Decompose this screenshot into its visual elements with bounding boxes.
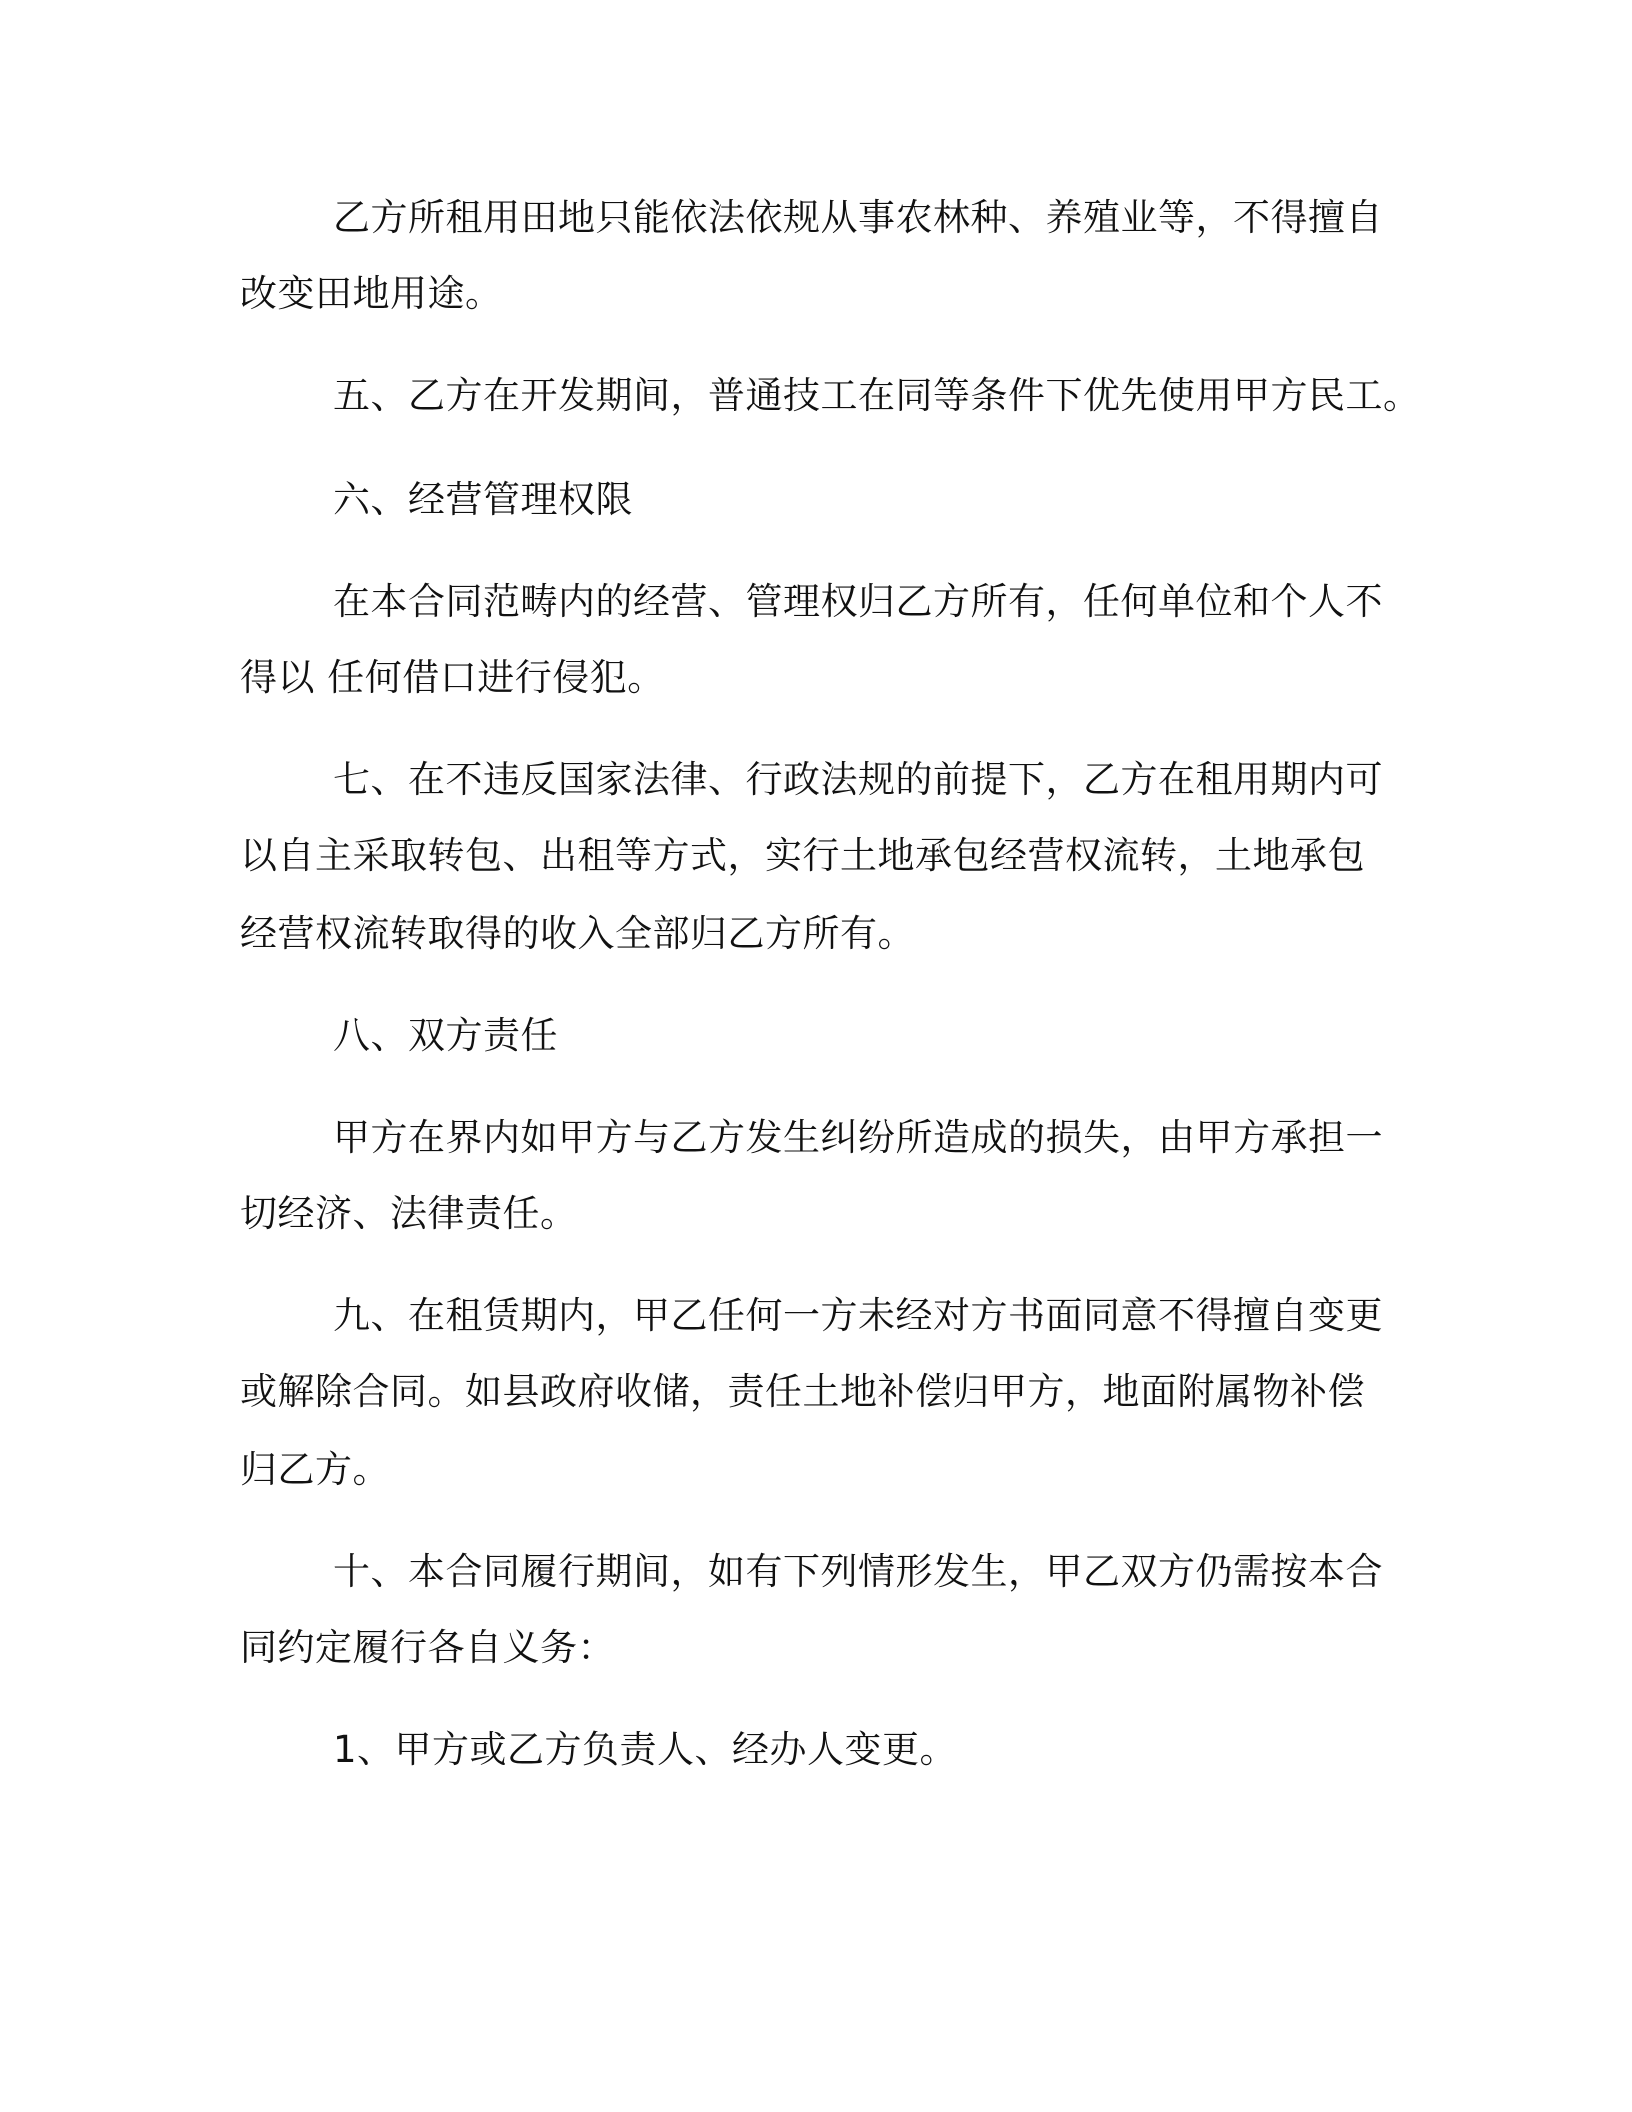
clause-4-line-2: 改变田地用途。 [240, 272, 503, 315]
clause-10-line-2: 同约定履行各自义务： [240, 1626, 615, 1669]
clause-6-line-1: 在本合同范畴内的经营、管理权归乙方所有，任何单位和个人不 [333, 580, 1383, 623]
clause-8-line-1: 甲方在界内如甲方与乙方发生纠纷所造成的损失，由甲方承担一 [333, 1116, 1383, 1159]
clause-6-line-2: 得以 任何借口进行侵犯。 [240, 656, 665, 699]
clause-10-item-1: 1、甲方或乙方负责人、经办人变更。 [333, 1728, 958, 1771]
clause-9-line-3: 归乙方。 [240, 1448, 390, 1491]
clause-9-line-1: 九、在租赁期内，甲乙任何一方未经对方书面同意不得擅自变更 [333, 1294, 1383, 1337]
clause-10-line-1: 十、本合同履行期间，如有下列情形发生，甲乙双方仍需按本合 [333, 1550, 1383, 1593]
clause-4-line-1: 乙方所租用田地只能依法依规从事农林种、养殖业等，不得擅自 [333, 196, 1383, 239]
clause-6-heading: 六、经营管理权限 [333, 478, 633, 521]
clause-8-heading: 八、双方责任 [333, 1014, 558, 1057]
clause-7-line-3: 经营权流转取得的收入全部归乙方所有。 [240, 912, 915, 955]
clause-7-line-1: 七、在不违反国家法律、行政法规的前提下，乙方在租用期内可 [333, 758, 1383, 801]
clause-9-line-2: 或解除合同。如县政府收储，责任土地补偿归甲方，地面附属物补偿 [240, 1370, 1365, 1413]
clause-7-line-2: 以自主采取转包、出租等方式，实行土地承包经营权流转，土地承包 [240, 834, 1365, 877]
clause-8-line-2: 切经济、法律责任。 [240, 1192, 578, 1235]
clause-5-line-1: 五、乙方在开发期间，普通技工在同等条件下优先使用甲方民工。 [333, 374, 1421, 417]
